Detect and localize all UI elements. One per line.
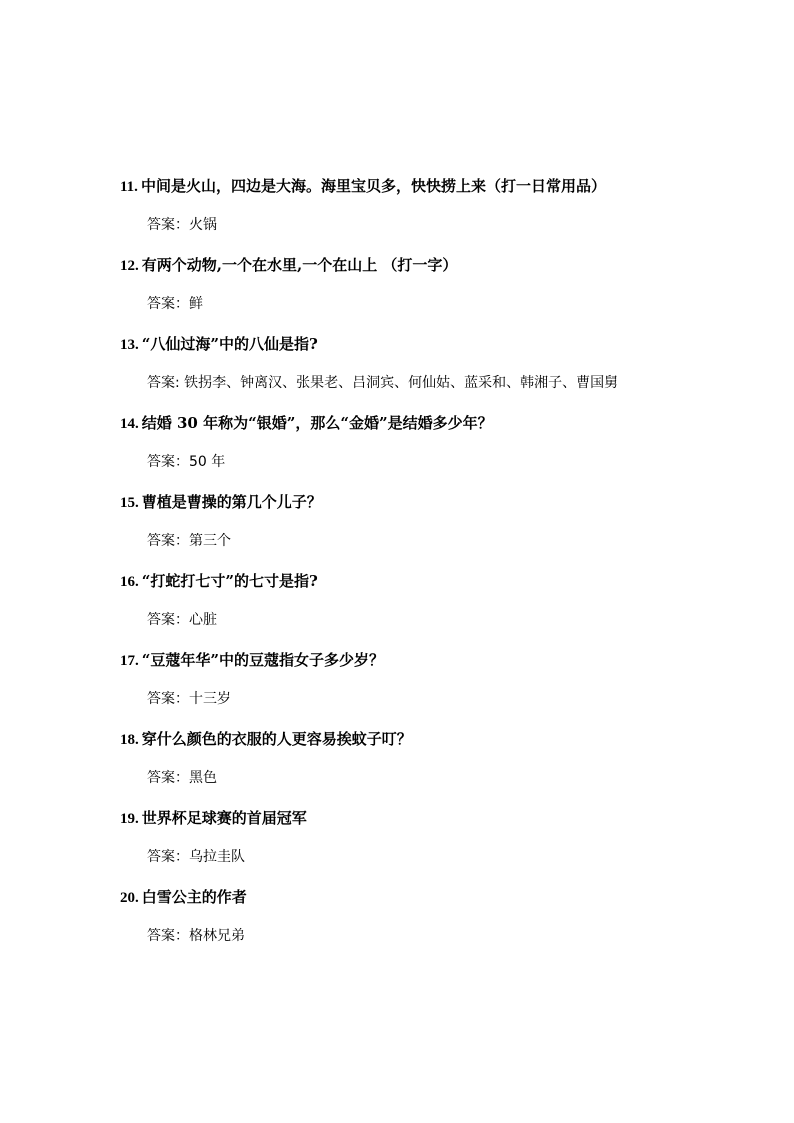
question-number: 19.: [120, 811, 139, 827]
question: [120, 409, 760, 437]
qa-item: [120, 725, 760, 804]
answer-text: 答案：乌拉圭队: [147, 849, 245, 865]
answer-text: 答案: 铁拐李、钟离汉、张果老、吕洞宾、何仙姑、蓝采和、韩湘子、曹国舅: [147, 375, 619, 391]
question: [120, 567, 760, 595]
question-number: 15.: [120, 495, 139, 511]
answer-text: 答案：鲜: [147, 296, 203, 312]
question-text: 世界杯足球赛的首届冠军: [141, 809, 307, 827]
answer-text: 答案：火锅: [147, 217, 217, 233]
qa-item: [120, 646, 760, 725]
qa-item: [120, 488, 760, 567]
answer-text: 答案：50 年: [147, 454, 226, 470]
question: [120, 172, 760, 200]
answer-text: 答案：十三岁: [147, 691, 231, 707]
question-text: 曹植是曹操的第几个儿子？: [141, 493, 322, 511]
qa-item: [120, 172, 760, 251]
qa-list: [120, 172, 760, 962]
question: [120, 883, 760, 911]
question: [120, 725, 760, 753]
qa-item: [120, 883, 760, 962]
question-number: 11.: [120, 179, 138, 195]
question-text: “豆蔻年华”中的豆蔻指女子多少岁？: [141, 651, 385, 669]
question-text: “打蛇打七寸”的七寸是指?: [141, 572, 318, 590]
question-number: 18.: [120, 732, 139, 748]
question-text: 穿什么颜色的衣服的人更容易挨蚊子叮？: [141, 730, 412, 748]
question: [120, 488, 760, 516]
qa-item: [120, 409, 760, 488]
question-text: “八仙过海”中的八仙是指?: [141, 335, 318, 353]
question-number: 16.: [120, 574, 139, 590]
question: [120, 330, 760, 358]
qa-item: [120, 251, 760, 330]
question-text: 中间是火山，四边是大海。海里宝贝多，快快捞上来（打一日常用品）: [140, 177, 606, 195]
question-number: 17.: [120, 653, 139, 669]
question-number: 20.: [120, 890, 139, 906]
question-number: 14.: [120, 416, 139, 432]
question-text: 白雪公主的作者: [141, 888, 247, 906]
answer-text: 答案：格林兄弟: [147, 928, 245, 944]
question-text: 结婚 30 年称为“银婚”，那么“金婚”是结婚多少年？: [141, 414, 493, 432]
qa-item: [120, 804, 760, 883]
answer-text: 答案：心脏: [147, 612, 217, 628]
qa-item: [120, 330, 760, 409]
question: [120, 646, 760, 674]
answer-text: 答案：黑色: [147, 770, 217, 786]
question-number: 13.: [120, 337, 139, 353]
answer-text: 答案：第三个: [147, 533, 231, 549]
question-text: 有两个动物,一个在水里,一个在山上 （打一字）: [141, 256, 458, 274]
qa-item: [120, 567, 760, 646]
question-number: 12.: [120, 258, 139, 274]
question: [120, 251, 760, 279]
question: [120, 804, 760, 832]
